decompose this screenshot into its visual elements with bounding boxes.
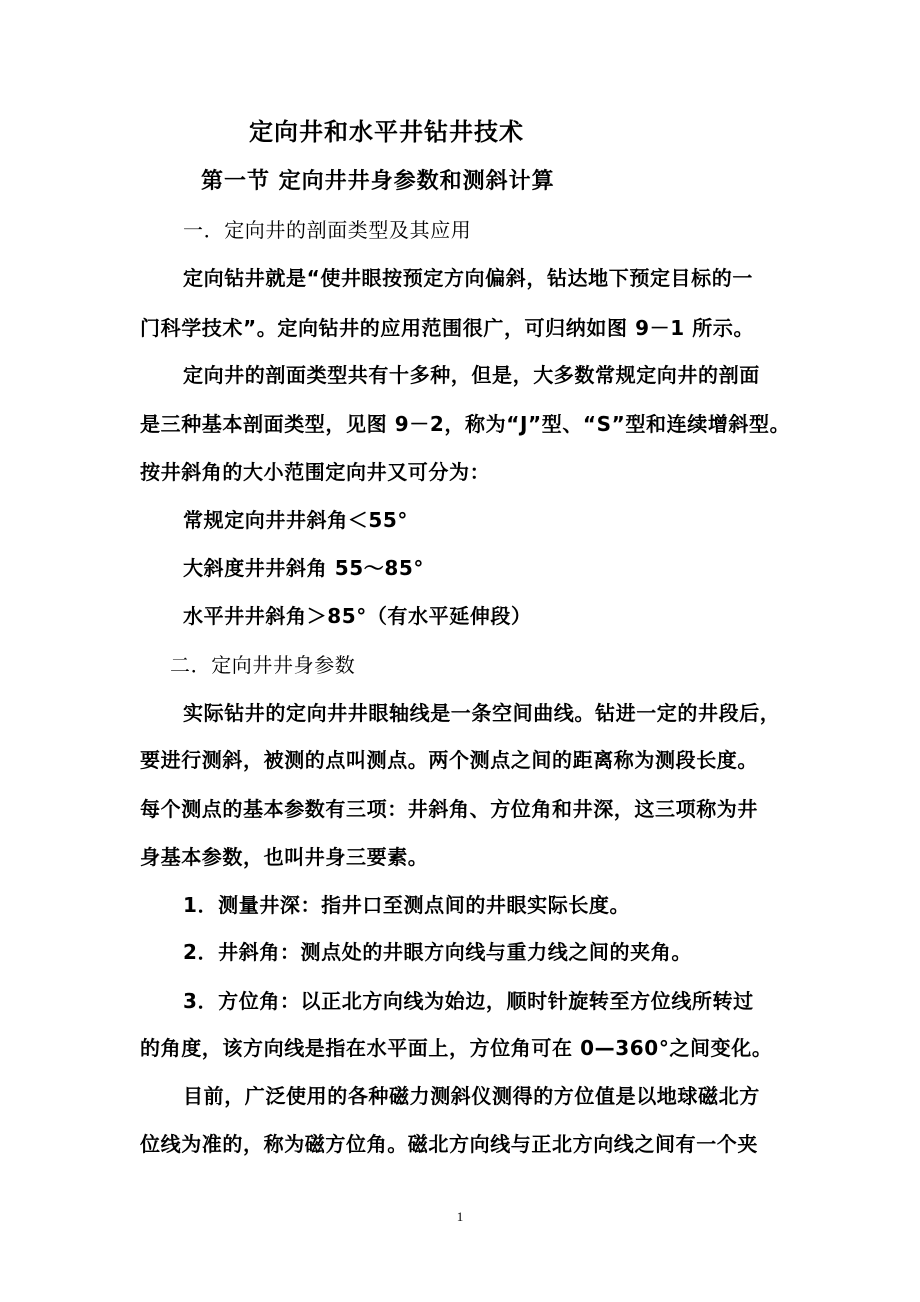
paragraph-line: 身基本参数，也叫井身三要素。 [140, 845, 429, 869]
paragraph-line: 定向井的剖面类型共有十多种，但是，大多数常规定向井的剖面 [183, 363, 760, 387]
paragraph-line: 是三种基本剖面类型，见图 9－2，称为“J”型、“S”型和连续增斜型。 [140, 412, 791, 436]
document-title: 定向井和水平井钻井技术 [249, 118, 524, 146]
paragraph-line: 位线为准的，称为磁方位角。磁北方向线与正北方向线之间有一个夹 [140, 1132, 758, 1156]
paragraph-line: 定向钻井就是“使井眼按预定方向偏斜，钻达地下预定目标的一 [183, 266, 753, 290]
numbered-item: 3．方位角：以正北方向线为始边，顺时针旋转至方位线所转过 [183, 989, 754, 1013]
page-number: 1 [456, 1209, 464, 1224]
paragraph-line: 实际钻井的定向井井眼轴线是一条空间曲线。钻进一定的井段后， [183, 701, 781, 725]
list-item: 水平井井斜角＞85°（有水平延伸段） [183, 604, 532, 628]
list-item: 大斜度井井斜角 55～85° [183, 556, 425, 580]
paragraph-line: 要进行测斜，被测的点叫测点。两个测点之间的距离称为测段长度。 [140, 748, 758, 772]
paragraph-line: 门科学技术”。定向钻井的应用范围很广，可归纳如图 9－1 所示。 [140, 316, 755, 340]
numbered-item: 2．井斜角：测点处的井眼方向线与重力线之间的夹角。 [183, 940, 692, 964]
section-heading: 第一节 定向井井身参数和测斜计算 [201, 169, 555, 194]
paragraph-line: 目前，广泛使用的各种磁力测斜仪测得的方位值是以地球磁北方 [183, 1084, 760, 1108]
paragraph-line: 按井斜角的大小范围定向井又可分为： [140, 460, 491, 484]
heading-1: 一．定向井的剖面类型及其应用 [183, 218, 472, 242]
list-item: 常规定向井井斜角＜55° [183, 508, 409, 532]
numbered-item: 1．测量井深：指井口至测点间的井眼实际长度。 [183, 893, 631, 917]
paragraph-line: 的角度，该方向线是指在水平面上，方位角可在 0—360°之间变化。 [140, 1036, 773, 1060]
paragraph-line: 每个测点的基本参数有三项：井斜角、方位角和井深，这三项称为井 [140, 797, 758, 821]
heading-2: 二．定向井井身参数 [170, 653, 356, 677]
